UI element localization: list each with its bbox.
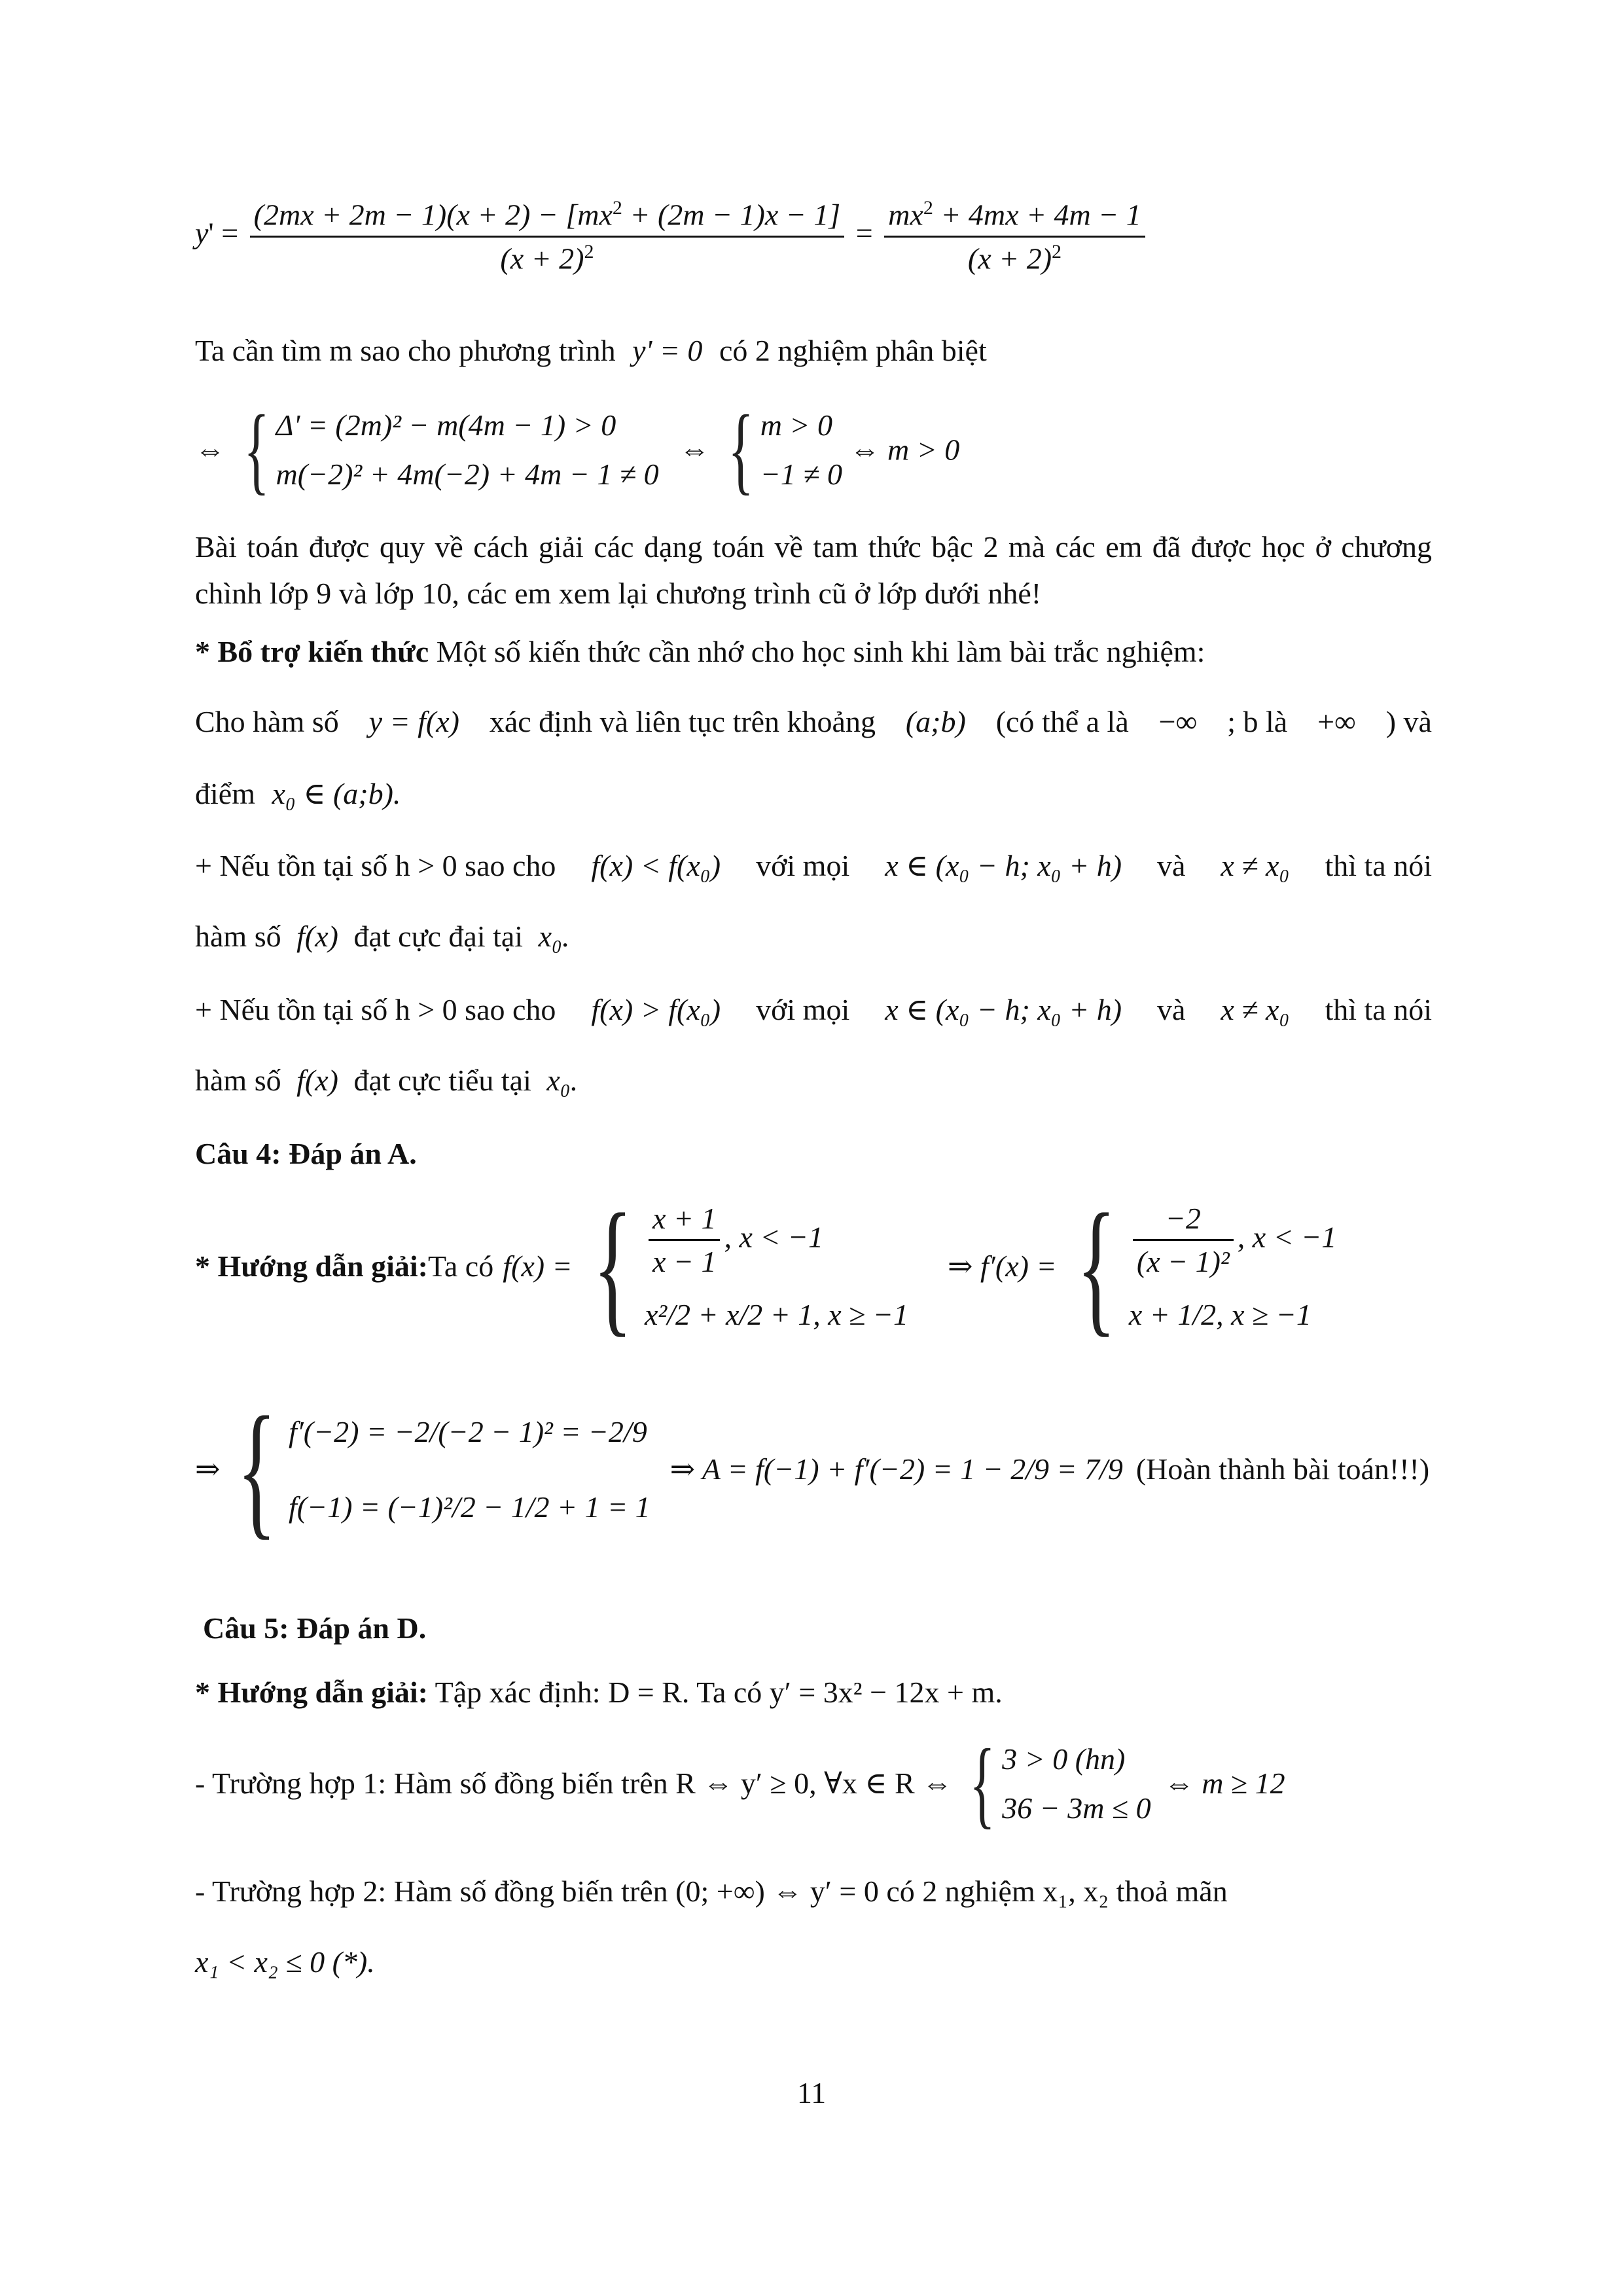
max-line-2 <box>195 918 1432 954</box>
fp-case2: x + 1/2, x ≥ −1 <box>1128 1298 1311 1332</box>
sys2-row2: −1 ≠ 0 <box>760 457 842 491</box>
f-case2: x²/2 + x/2 + 1, x ≥ −1 <box>645 1298 908 1332</box>
calc-result: ⇒ A = f(−1) + f′(−2) = 1 − 2/9 = 7/9 <box>669 1452 1123 1486</box>
case1-result: ⇔ m ≥ 12 <box>1164 1767 1285 1801</box>
hd4-label: * Hướng dẫn giải: <box>195 1249 428 1283</box>
calc-row2: f(−1) = (−1)²/2 − 1/2 + 1 = 1 <box>288 1490 651 1524</box>
min2-d: x₀. <box>546 1064 579 1097</box>
max-line <box>195 848 1432 884</box>
case1-line: - Trường hợp 1: Hàm số đồng biến trên R ⇔ y′ ≥ 0, ∀x ∈ R ⇔ { 3 > 0 (hn) 36 − 3m ≤ 0 ⇔ m ≥ 12 <box>195 1729 1285 1838</box>
min-line <box>195 992 1432 1028</box>
sys1-row1: Δ' = (2m)² − m(4m − 1) > 0 <box>276 408 616 442</box>
min-e: và <box>1157 993 1186 1026</box>
calc-done: (Hoàn thành bài toán!!!) <box>1135 1452 1430 1486</box>
min-line-2 <box>195 1062 1432 1098</box>
min2-a: hàm số <box>195 1064 281 1097</box>
given-ab: (a;b) <box>905 705 966 738</box>
f-def: f(x) = <box>503 1249 573 1283</box>
min-d: x ∈ (x₀ − h; x₀ + h) <box>885 993 1122 1026</box>
f-case1-den: x − 1 <box>652 1244 717 1278</box>
calculation-system: ⇒ { f′(−2) = −2/(−2 − 1)² = −2/9 f(−1) = (−1)²/2 − 1/2 + 1 = 1 ⇒ A = f(−1) + f′(−2) = 1 − 2/9 = 7/9 (Hoàn thành bài toán!!!) <box>195 1386 1430 1552</box>
hd5-line <box>195 1674 1432 1710</box>
max-g: thì ta nói <box>1325 849 1432 882</box>
given-d: ; b là <box>1227 705 1288 738</box>
max-b: f(x) < f(x₀) <box>591 849 721 882</box>
hd5-label: * Hướng dẫn giải: <box>195 1676 428 1709</box>
hd4-text: Ta có <box>427 1249 494 1283</box>
max-a: + Nếu tồn tại số h > 0 sao cho <box>195 849 556 882</box>
point-b: x₀ ∈ (a;b). <box>272 777 401 810</box>
case1-row1: 3 > 0 (hn) <box>1002 1742 1126 1776</box>
given-pos: +∞ <box>1317 705 1356 738</box>
find-m-text: Ta cần tìm m sao cho phương trình <box>195 334 616 367</box>
support-text: Một số kiến thức cần nhớ cho học sinh khi làm bài trắc nghiệm: <box>429 635 1205 668</box>
point-a: điểm <box>195 777 255 810</box>
sys-result: m > 0 <box>887 433 960 467</box>
paragraph-reduced: Bài toán được quy về cách giải các dạng toán về tam thức bậc 2 mà các em đã được học ở chương chình lớp 9 và lớp 10, các em xem lại chương trình cũ ở lớp dưới nhé! <box>195 530 1432 611</box>
case1-row2: 36 − 3m ≤ 0 <box>1002 1791 1151 1825</box>
piecewise-definition: * Hướng dẫn giải: Ta có f(x) = { $\frac{x + 1}{x - 1}$ , x < −1 x²/2 + x/2 + 1, x ≥ −1 ⇒ f′(x) = { $\frac{-2}{\text{(x − 1)²}}$ , x < −1 x + 1/2, x ≥ −1 <box>195 1183 1337 1350</box>
support-label: * Bổ trợ kiến thức <box>195 635 429 668</box>
f-case1-num: x + 1 <box>649 1200 720 1241</box>
min-g: thì ta nói <box>1325 993 1432 1026</box>
sys1-row2: m(−2)² + 4m(−2) + 4m − 1 ≠ 0 <box>276 457 659 491</box>
given-c: (có thể a là <box>995 705 1129 738</box>
max-c: với mọi <box>756 849 850 882</box>
calc-row1: f′(−2) = −2/(−2 − 1)² = −2/9 <box>288 1414 647 1448</box>
condition-system: ⇔ { Δ' = (2m)² − m(4m − 1) > 0 m(−2)² + 4m(−2) + 4m − 1 ≠ 0 ⇔ { m > 0 −1 ≠ 0 ⇔ m > 0 <box>195 395 960 504</box>
page-number: 11 <box>796 2076 827 2109</box>
question-5-heading: Câu 5: Đáp án D. <box>203 1611 427 1645</box>
given-function-line <box>195 704 1432 740</box>
find-m-line <box>195 332 1432 368</box>
given-a: Cho hàm số <box>195 705 339 738</box>
min-c: với mọi <box>756 993 850 1026</box>
max-e: và <box>1157 849 1186 882</box>
support-heading <box>195 634 1432 670</box>
derivative-formula: y' = $\frac{(2mx + 2m - 1)(x + 2) - [mx^2 + (2m - 1)x - 1]}{(x + 2)^2}$ = $\frac{mx^2 + 4mx + 4m - 1}{(x + 2)^2}$ <box>195 196 1149 276</box>
min-f: x ≠ x₀ <box>1221 993 1290 1026</box>
max2-b: f(x) <box>296 920 338 953</box>
find-m-eq: y' = 0 <box>632 334 703 367</box>
max-d: x ∈ (x₀ − h; x₀ + h) <box>885 849 1122 882</box>
fp-case1-cond: , x < −1 <box>1237 1219 1337 1253</box>
min-a: + Nếu tồn tại số h > 0 sao cho <box>195 993 556 1026</box>
min2-c: đạt cực tiểu tại <box>353 1064 531 1097</box>
f-case1-cond: , x < −1 <box>724 1219 823 1253</box>
min-b: f(x) > f(x₀) <box>591 993 721 1026</box>
max-f: x ≠ x₀ <box>1221 849 1290 882</box>
case2-condition: x₁ < x₂ ≤ 0 (*). <box>195 1945 375 1979</box>
given-e: ) và <box>1385 705 1432 738</box>
given-b: xác định và liên tục trên khoảng <box>489 705 876 738</box>
question-4-heading: Câu 4: Đáp án A. <box>195 1137 417 1170</box>
case2-line: - Trường hợp 2: Hàm số đồng biến trên (0; +∞) ⇔ y′ = 0 có 2 nghiệm x₁, x₂ thoả mãn <box>195 1874 1228 1908</box>
sys2-row1: m > 0 <box>760 408 832 442</box>
point-line <box>195 776 1432 812</box>
max2-d: x₀. <box>538 920 570 953</box>
given-neg: −∞ <box>1158 705 1198 738</box>
given-fx: y = f(x) <box>368 705 459 738</box>
find-m-tail: có 2 nghiệm phân biệt <box>719 334 987 367</box>
hd5-text: Tập xác định: D = R. Ta có y′ = 3x² − 12x + m. <box>427 1676 1003 1709</box>
fp-def: ⇒ f′(x) = <box>947 1249 1057 1283</box>
max2-a: hàm số <box>195 920 281 953</box>
fp-case1-den: (x − 1)² <box>1136 1244 1230 1278</box>
fp-case1-num: −2 <box>1133 1200 1234 1241</box>
min2-b: f(x) <box>296 1064 338 1097</box>
max2-c: đạt cực đại tại <box>353 920 524 953</box>
case1-text: - Trường hợp 1: Hàm số đồng biến trên R ⇔ y′ ≥ 0, ∀x ∈ R ⇔ <box>195 1767 953 1801</box>
